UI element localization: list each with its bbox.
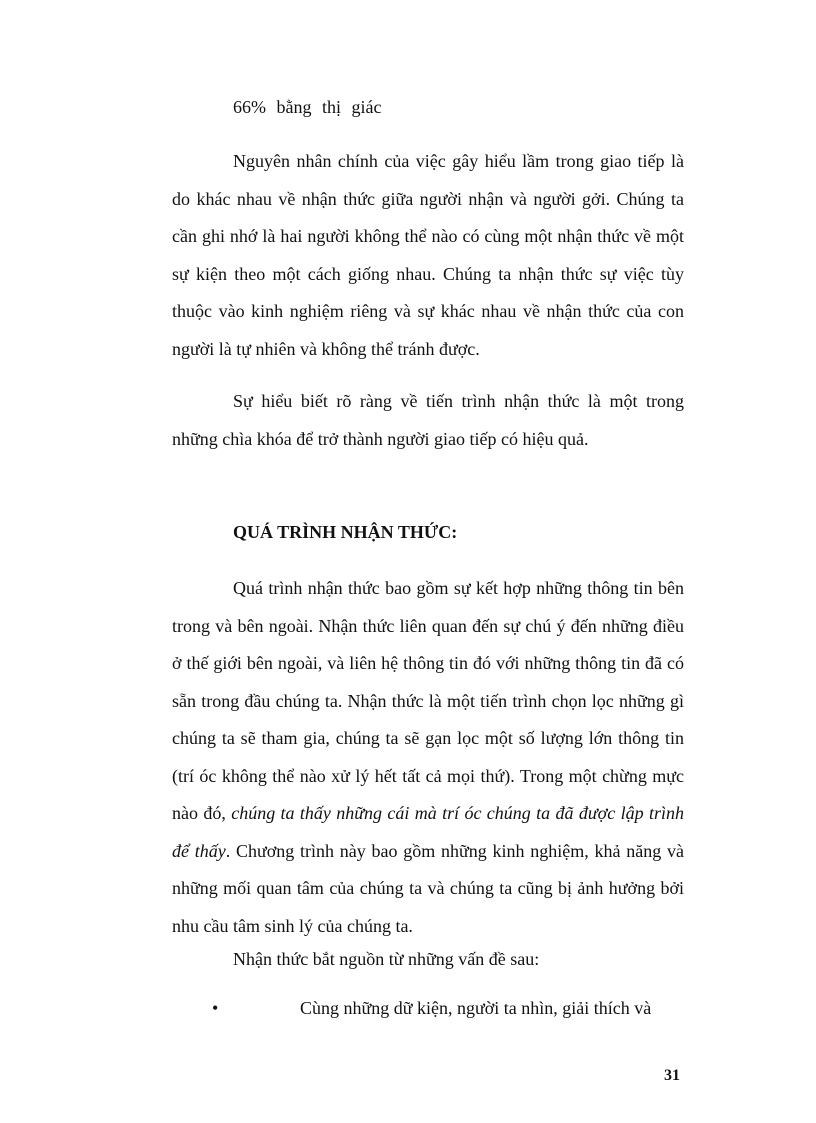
bullet-item-text: Cùng những dữ kiện, người ta nhìn, giải thích và	[300, 998, 652, 1018]
paragraph-perception-process	[172, 570, 684, 945]
paragraph-perception-origins: Nhận thức bắt nguồn từ những vấn đề sau:	[233, 949, 540, 969]
paragraph-misunderstanding-cause: Nguyên nhân chính của việc gây hiểu lầm trong giao tiếp là do khác nhau về nhận thức giữa người nhận và người gởi. Chúng ta cần ghi nhớ là hai người không thể nào có cùng một nhận thức về một sự kiện theo một cách giống nhau. Chúng ta nhận thức sự việc tùy thuộc vào kinh nghiệm riêng và sự khác nhau về nhận thức của con người là tự nhiên và không thể tránh được.	[172, 151, 684, 359]
perception-text-part1: Quá trình nhận thức bao gồm sự kết hợp những thông tin bên trong và bên ngoài. Nhận thức liên quan đến sự chú ý đến những điều ở thế giới bên ngoài, và liên hệ thông tin đó với những thông tin đã có sẵn trong đầu chúng ta. Nhận thức là một tiến trình chọn lọc những gì chúng ta sẽ tham gia, chúng ta sẽ gạn lọc một số lượng lớn thông tin (trí óc không thể nào xử lý hết tất cả mọi thứ). Trong một chừng mực nào đó,	[172, 578, 684, 823]
perception-text-italic: chúng ta thấy những cái mà trí óc chúng ta đã được lập trình để thấy	[172, 803, 684, 861]
section-heading: QUÁ TRÌNH NHẬN THỨC:	[233, 522, 458, 542]
perception-text-part2: . Chương trình này bao gồm những kinh nghiệm, khả năng và những mối quan tâm của chúng ta và chúng ta cũng bị ảnh hưởng bởi nhu cầu tâm sinh lý của chúng ta.	[172, 840, 684, 936]
paragraph-understanding-process: Sự hiểu biết rõ ràng về tiến trình nhận thức là một trong những chìa khóa để trở thành người giao tiếp có hiệu quả.	[172, 391, 684, 449]
top-line-text: 66% bằng thị giác	[233, 97, 382, 117]
bullet-icon: •	[212, 998, 219, 1018]
page-number: 31	[664, 1067, 680, 1084]
